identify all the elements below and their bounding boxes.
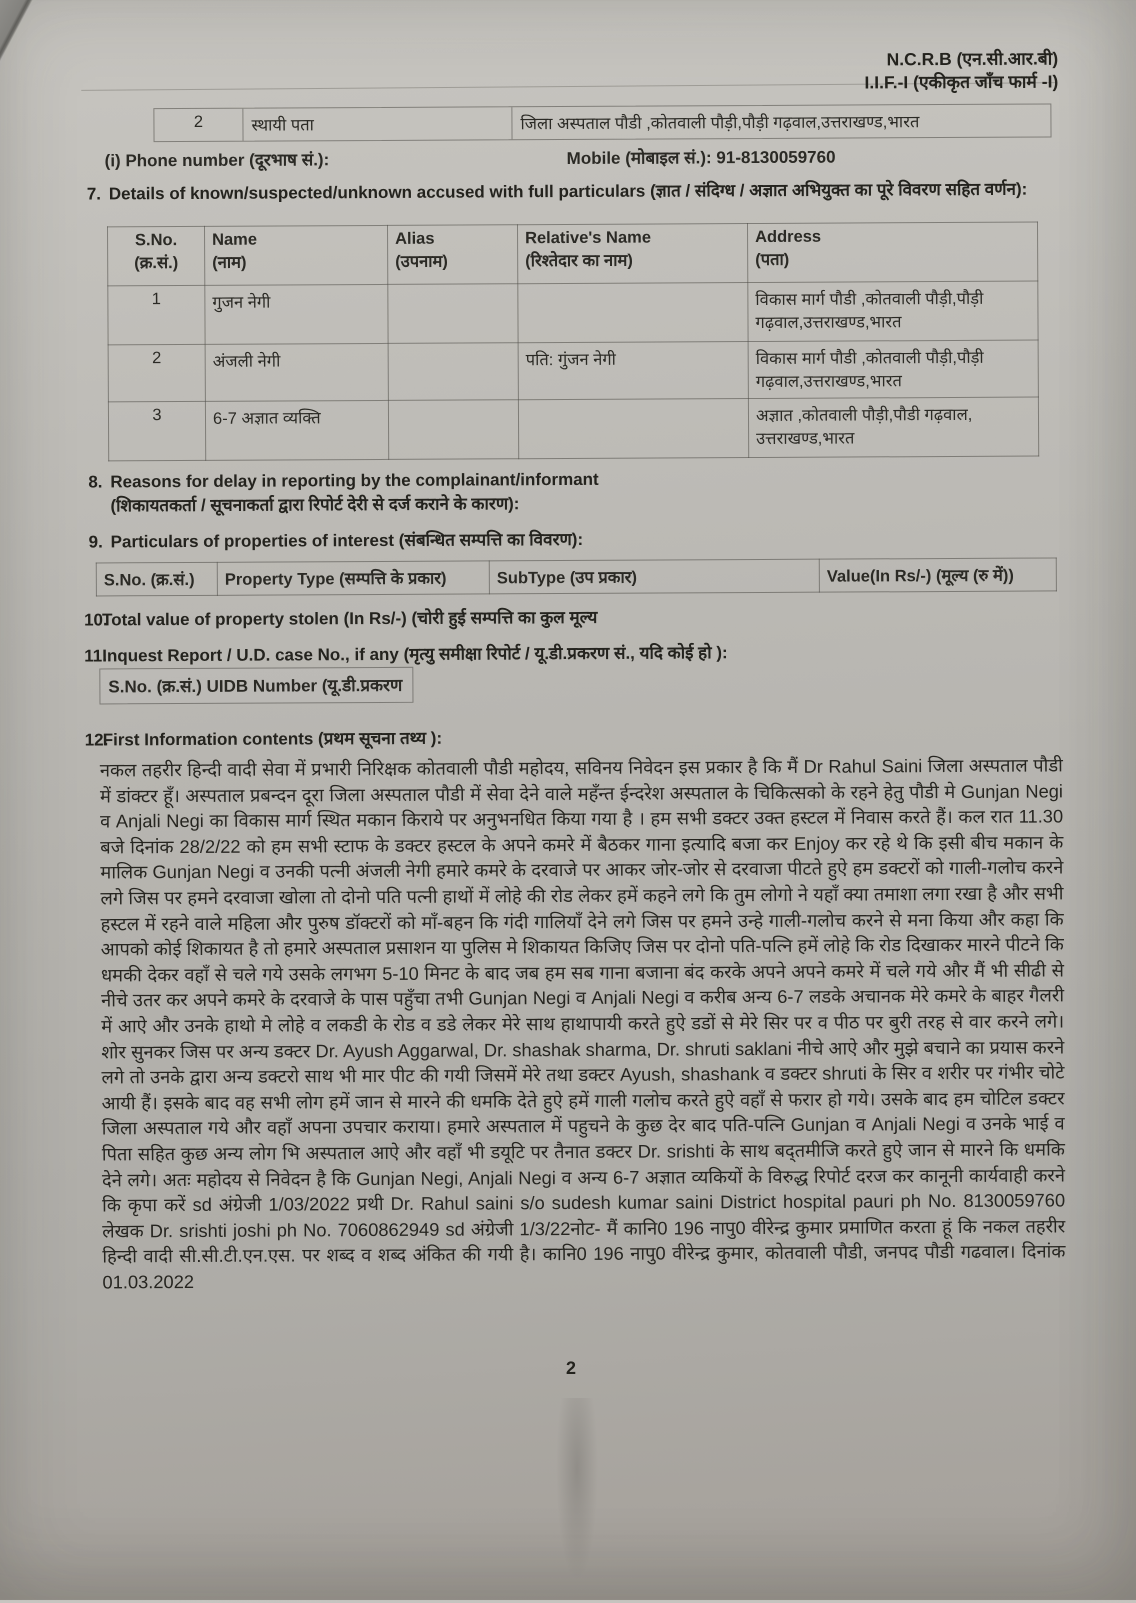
first-information-contents: नकल तहरीर हिन्दी वादी सेवा में प्रभारी निरिक्षक कोतवाली पौडी महोदय, सविनय निवेदन इस प्रकार है कि मैं Dr Rahul Saini जिला अस्पताल पौडी में डांक्टर हूँ। अस्पताल प्रबन्दन दूरा जिला अस्पताल पौडी में सेवा देने वाले महँन्त ईन्दरेश अस्पताल के चिकित्सको के रहने हेतु पौडी मे Gunjan Negi व Anjali Negi का विकास मार्ग स्थित मकान किराये पर अनुभनधित किया गया है । हम सभी डक्टर उक्त हस्टल में निवास करते हैं। कल रात 11.30 बजे दिनांक 28/2/22 को हम सभी स्टाफ के डक्टर हस्टल के अपने कमरे में बैठकर गाना इत्यादि बजा कर Enjoy कर रहे थे कि इसी बीच मकान के मालिक Gunjan Negi व उनकी पत्नी अंजली नेगी हमारे कमरे के दरवाजे पर आकर जोर-जोर से दरवाजा पीटते हुऐ हम डक्टरों को गाली-गलोच करने लगे जिस पर हमने दरवाजा खोला तो दोनो पति पत्नी हाथों में लोहे की रोड लेकर हमें कहने लगे कि तुम लोगो ने यहाँ क्या तमाशा लगा रखा है और सभी हस्टल में रहने वाले महिला और पुरुष डॉक्टरों को माँ-बहन कि गंदी गालियाँ देने लगे जिस पर हमने उन्हे गाली-गलोच करने से मना किया और कहा कि आपको कोई शिकायत है तो हमारे अस्पताल प्रसाशन या पुलिस मे शिकायत किजिए जिस पर दोनो पति-पत्नि हमें लोहे कि रोड दिखाकर मारने पीटने कि धमकी देकर वहाँ से चले गये उसके लगभग 5-10 मिनट के बाद जब हम सब गाना बजाना बंद करके अपने अपने कमरे में चले गये और मैं भी सीढी से नीचे उतर कर अपने कमरे के दरवाजे के पास पहुँचा तभी Gunjan Negi व Anjali Negi व करीब अन्य 6-7 लडके अचानक मेरे कमरे के बाहर गैलरी में आऐ और उनके हाथो मे लोहे व लकडी के रोड व डडे लेकर मेरे साथ हाथापायी करते हुऐ डडों से मेरे सिर पर व पीठ पर बुरी तरह से वार करने लगे। शोर सुनकर जिस पर अन्य डक्टर Dr. Ayush Aggarwal, Dr. shashak sharma, Dr. shruti saklani नीचे आऐ और मुझे बचाने का प्रयास करने लगे तो उनके द्वारा अन्य डक्टरो साथ भी मार पीट की गयी जिसमें मेरे तथा डक्टर Ayush, shashank व डक्टर shruti के सिर व शरीर पर गंभीर चोटे आयी हैं। इसके बाद वह सभी लोग हमें जान से मारने की धमकि देते हुऐ हमें गाली गलोच करते हुऐ वहाँ से फरार हो गये। उसके बाद हम चोटिल डक्टर जिला अस्पताल गये और वहाँ अपना उपचार कराया। हमारे अस्पताल में पहुचने के कुछ देर बाद पति-पत्नि Gunjan व Anjali Negi व उनके भाई व पिता सहित कुछ अन्य लोग भि अस्पताल आऐ और वहाँ भी डयूटि पर तैनात डक्टर Dr. srishti के साथ बद्तमीजि करते हुऐ जान से मारने कि धमकि देने लगे। अतः महोदय से निवेदन है कि Gunjan Negi, Anjali Negi व अन्य 6-7 अज्ञात व्यकियों के विरुद्ध रिपोर्ट दरज कर कानूनी कार्यवाही करने कि कृपा करें sd अंग्रेजी 1/03/2022 प्रथी Dr. Rahul saini s/o sudesh kumar saini District hospital pauri ph No. 8130059760 लेखक Dr. srishti joshi ph No. 7060862949 sd अंग्रेजी 1/3/22नोट- मैं कानि0 196 नापु0 वीरेन्द्र कुमार प्रमाणित करता हूं कि नकल तहरीर हिन्दी वादी सी.सी.टी.एन.एस. पर शब्द व शब्द अंकित की गयी है। कानि0 196 नापु0 वीरेन्द्र कुमार, कोतवाली पौडी, जनपद पौडी गढवाल। दिनांक 01.03.2022: [99, 754, 1066, 1293]
phone-row: [105, 143, 1065, 171]
section-9-heading: 9. Particulars of properties of interest (संबन्धित सम्पत्ति का विवरण):: [88, 529, 584, 552]
accused-row-3: 3 6-7 अज्ञात व्यक्ति अज्ञात ,कोतवाली पौड़ी,पौडी गढ़वाल, उत्तराखण्ड,भारत: [108, 397, 1038, 461]
section-12-heading: 12. First Information contents (प्रथम सूचना तथ्य ):: [84, 728, 443, 750]
properties-table-header: [96, 558, 1056, 596]
permanent-address-row: [153, 103, 1051, 142]
section-8-title-en: Reasons for delay in reporting by the complainant/informant: [110, 469, 599, 492]
col-prop-sno: S.No. (क्र.सं.): [96, 562, 217, 596]
properties-table: [96, 557, 1057, 596]
section-8-heading: 8. Reasons for delay in reporting by the complainant/informant (शिकायतकर्ता / सूचनाकर्ता द्वारा रिपोर्ट देरी से दर्ज कराने के कारण):: [88, 469, 599, 516]
uidb-number-box: S.No. (क्र.सं.) UIDB Number (यू.डी.प्रकरण: [99, 667, 413, 705]
form-header: [864, 47, 1058, 94]
permanent-address-label: स्थायी पता: [243, 107, 512, 140]
col-sno: S.No. (क्र.सं.): [107, 226, 204, 286]
page-number: 2: [565, 1357, 577, 1379]
accused-row-2: 2 अंजली नेगी पति: गुंजन नेगी विकास मार्ग पौडी ,कोतवाली पौड़ी,पौड़ी गढ़वाल,उत्तराखण्ड,भारत: [108, 340, 1038, 402]
col-alias: Alias (उपनाम): [387, 225, 517, 285]
permanent-address-value: जिला अस्पताल पौडी ,कोतवाली पौड़ी,पौड़ी गढ़वाल,उत्तराखण्ड,भारत: [520, 113, 920, 134]
section-11-heading: 11. Inquest Report / U.D. case No., if any (मृत्यु समीक्षा रिपोर्ट / यू.डी.प्रकरण सं., यदि कोई हो ):: [84, 643, 728, 666]
col-prop-value: Value(In Rs/-) (मूल्य (रु में)): [819, 558, 1056, 592]
phone-label: (i) Phone number (दूरभाष सं.):: [104, 150, 330, 171]
permanent-address-sno: 2: [154, 109, 243, 141]
accused-table-header: [107, 222, 1037, 286]
section-7-heading: 7. Details of known/suspected/unknown accused with full particulars (ज्ञात / संदिग्ध / अज्ञात अभियुक्त का पूरे विवरण सहित वर्णन):: [86, 179, 1028, 204]
col-prop-type: Property Type (सम्पत्ति के प्रकार): [217, 561, 489, 595]
accused-table: [107, 222, 1039, 462]
section-10-heading: 10. Total value of property stolen (In Rs/-) (चोरी हुई सम्पत्ति का कुल मूल्य: [84, 607, 598, 630]
header-iif: I.I.F.-I (एकीकृत जाँच फार्म -I): [864, 71, 1059, 93]
col-address: Address (पता): [747, 222, 1037, 283]
col-name: Name (नाम): [204, 225, 387, 285]
section-8-title-hi: (शिकायतकर्ता / सूचनाकर्ता द्वारा रिपोर्ट देरी से दर्ज कराने के कारण):: [110, 494, 520, 516]
col-relative: Relative's Name (रिश्तेदार का नाम): [517, 224, 747, 284]
accused-row-1: 1 गुजन नेगी विकास मार्ग पौडी ,कोतवाली पौड़ी,पौड़ी गढ़वाल,उत्तराखण्ड,भारत: [108, 281, 1038, 345]
col-prop-subtype: SubType (उप प्रकार): [489, 559, 819, 594]
mobile-number: Mobile (मोबाइल सं.): 91-8130059760: [566, 147, 836, 168]
header-ncrb: N.C.R.B (एन.सी.आर.बी): [886, 48, 1059, 70]
